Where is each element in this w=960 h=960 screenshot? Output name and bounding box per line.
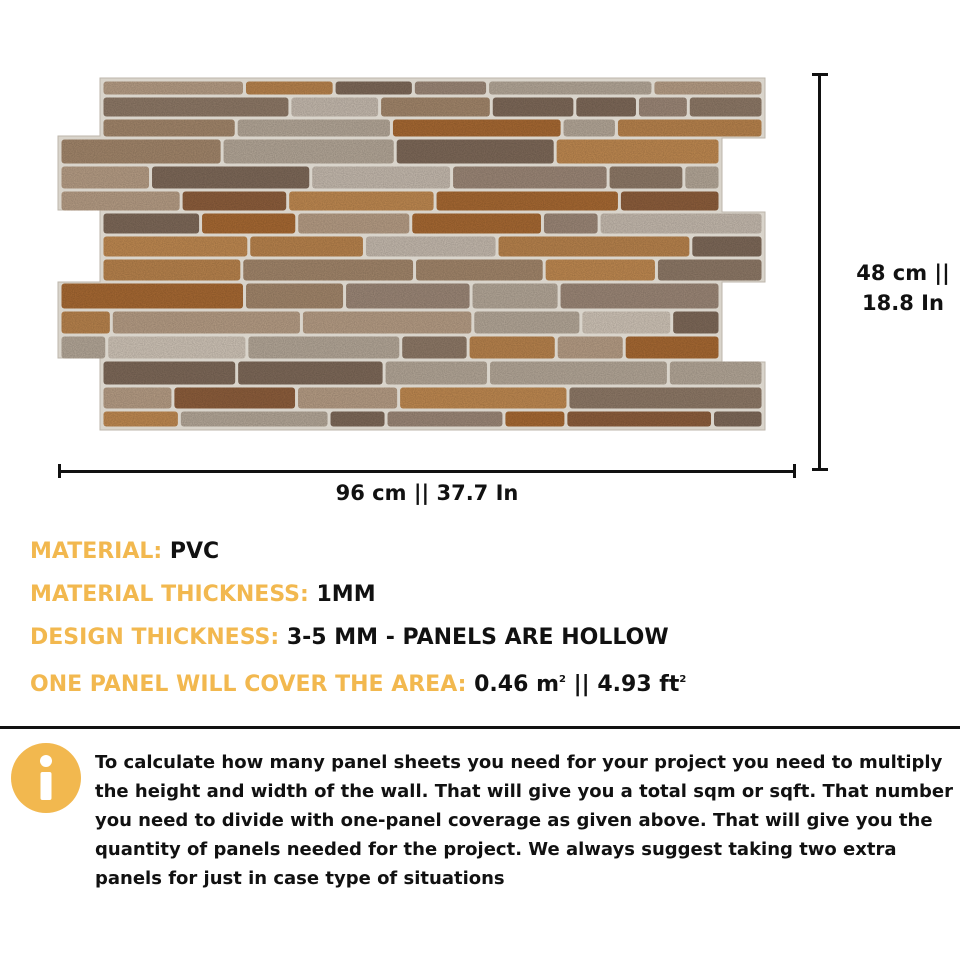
spec-design-thickness <box>30 623 669 653</box>
height-label <box>846 258 960 318</box>
spec-value <box>474 672 686 697</box>
spec-material <box>30 537 219 567</box>
spec-material-thickness <box>30 580 376 610</box>
coverage-imperial: 4.93 ft <box>597 672 680 697</box>
unit-exponent: 2 <box>559 674 566 685</box>
height-dimension-line <box>812 73 828 471</box>
width-label: 96 cm || 37.7 In <box>335 481 519 505</box>
spec-value: 1MM <box>316 582 376 607</box>
section-divider <box>0 726 960 729</box>
unit-exponent: 2 <box>679 674 687 685</box>
coverage-separator: || <box>565 672 598 697</box>
spec-label: MATERIAL: <box>30 539 163 564</box>
spec-label: DESIGN THICKNESS: <box>30 625 280 650</box>
info-text: To calculate how many panel sheets you need for your project you need to multiply the height and width of the wall. That will give you a total sqm or sqft. That number you need to divide with one-panel coverage as given above. That will give you the quantity of panels needed for the project. We always suggest taking two extra panels for just in case type of situations <box>95 752 953 889</box>
spec-value: 3-5 MM - PANELS ARE HOLLOW <box>286 625 669 650</box>
spec-label: MATERIAL THICKNESS: <box>30 582 309 607</box>
width-dimension-line <box>58 464 796 478</box>
coverage-metric: 0.46 m <box>474 672 559 697</box>
spec-coverage-area <box>30 665 686 700</box>
info-icon <box>10 742 82 814</box>
spec-label: ONE PANEL WILL COVER THE AREA: <box>30 672 467 697</box>
height-label-metric: 48 cm || <box>856 261 950 285</box>
spec-value: PVC <box>169 539 220 564</box>
height-label-imperial: 18.8 In <box>862 291 944 315</box>
